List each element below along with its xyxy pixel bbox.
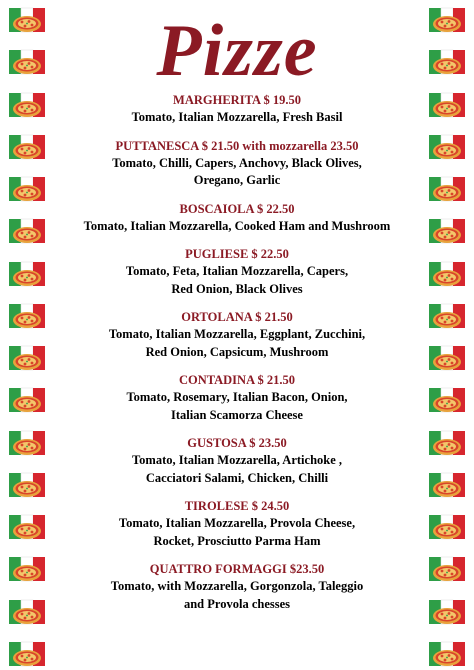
- italian-flag-pizza-icon: [427, 173, 467, 205]
- italian-flag-pizza-icon: [427, 638, 467, 670]
- item-description: Tomato, Feta, Italian Mozzarella, Capers,: [125, 264, 349, 278]
- right-border: [424, 4, 470, 670]
- menu-item-pugliese: [56, 246, 418, 298]
- italian-flag-pizza-icon: [7, 638, 47, 670]
- item-description: Tomato, Italian Mozzarella, Eggplant, Zucchini,: [108, 327, 366, 341]
- item-description: Tomato, Italian Mozzarella, Provola Cheese,: [118, 516, 356, 530]
- italian-flag-pizza-icon: [427, 258, 467, 290]
- italian-flag-pizza-icon: [427, 300, 467, 332]
- italian-flag-pizza-icon: [427, 131, 467, 163]
- italian-flag-pizza-icon: [7, 173, 47, 205]
- page-title: Pizze: [156, 10, 318, 92]
- item-description: and Provola chesses: [183, 596, 291, 611]
- italian-flag-pizza-icon: [7, 46, 47, 78]
- item-name: ORTOLANA $ 21.50: [181, 310, 293, 324]
- italian-flag-pizza-icon: [7, 553, 47, 585]
- italian-flag-pizza-icon: [427, 511, 467, 543]
- italian-flag-pizza-icon: [427, 4, 467, 36]
- item-name: BOSCAIOLA $ 22.50: [179, 201, 295, 216]
- item-name: GUSTOSA $ 23.50: [187, 436, 287, 450]
- italian-flag-pizza-icon: [7, 258, 47, 290]
- italian-flag-pizza-icon: [427, 215, 467, 247]
- menu-item-boscaiola: [56, 201, 418, 236]
- italian-flag-pizza-icon: [427, 46, 467, 78]
- italian-flag-pizza-icon: [7, 89, 47, 121]
- italian-flag-pizza-icon: [427, 469, 467, 501]
- item-name: PUTTANESCA $ 21.50 with mozzarella 23.50: [115, 138, 359, 153]
- italian-flag-pizza-icon: [427, 596, 467, 628]
- item-name: QUATTRO FORMAGGI $23.50: [149, 562, 325, 576]
- item-description: Rocket, Prosciutto Parma Ham: [153, 533, 321, 548]
- item-name: TIROLESE $ 24.50: [184, 499, 290, 513]
- item-description: Italian Scamorza Cheese: [171, 407, 303, 422]
- item-description: Tomato, Italian Mozzarella, Cooked Ham and Mushroom: [83, 218, 391, 233]
- italian-flag-pizza-icon: [7, 384, 47, 416]
- item-description: Tomato, with Mozzarella, Gorgonzola, Taleggio: [110, 579, 364, 593]
- item-description: Tomato, Italian Mozzarella, Fresh Basil: [131, 110, 343, 124]
- menu-items: [56, 92, 418, 613]
- italian-flag-pizza-icon: [7, 300, 47, 332]
- menu-item-ortolana: [56, 309, 418, 361]
- item-description: Tomato, Chilli, Capers, Anchovy, Black Olives,: [112, 155, 362, 170]
- italian-flag-pizza-icon: [427, 89, 467, 121]
- item-description: Tomato, Italian Mozzarella, Artichoke ,: [131, 453, 343, 467]
- italian-flag-pizza-icon: [7, 4, 47, 36]
- italian-flag-pizza-icon: [427, 553, 467, 585]
- italian-flag-pizza-icon: [7, 131, 47, 163]
- menu-item-puttanesca: [56, 138, 418, 190]
- menu-item-quattro-formaggi: [56, 561, 418, 613]
- italian-flag-pizza-icon: [427, 384, 467, 416]
- menu-item-contadina: [56, 372, 418, 424]
- item-description: Red Onion, Capsicum, Mushroom: [145, 344, 329, 359]
- italian-flag-pizza-icon: [427, 427, 467, 459]
- item-name: PUGLIESE $ 22.50: [185, 247, 289, 261]
- item-description: Oregano, Garlic: [193, 173, 281, 187]
- pizza-menu: [56, 0, 418, 670]
- italian-flag-pizza-icon: [7, 511, 47, 543]
- item-description: Cacciatori Salami, Chicken, Chilli: [145, 470, 329, 485]
- menu-item-tirolese: [56, 498, 418, 550]
- item-name: MARGHERITA $ 19.50: [173, 93, 301, 107]
- italian-flag-pizza-icon: [7, 596, 47, 628]
- italian-flag-pizza-icon: [7, 427, 47, 459]
- menu-item-margherita: [56, 92, 418, 127]
- item-description: Red Onion, Black Olives: [171, 281, 303, 296]
- menu-item-gustosa: [56, 435, 418, 487]
- italian-flag-pizza-icon: [7, 215, 47, 247]
- italian-flag-pizza-icon: [7, 342, 47, 374]
- italian-flag-pizza-icon: [7, 469, 47, 501]
- item-description: Tomato, Rosemary, Italian Bacon, Onion,: [126, 390, 348, 404]
- left-border: [4, 4, 50, 670]
- item-name: CONTADINA $ 21.50: [178, 373, 296, 387]
- italian-flag-pizza-icon: [427, 342, 467, 374]
